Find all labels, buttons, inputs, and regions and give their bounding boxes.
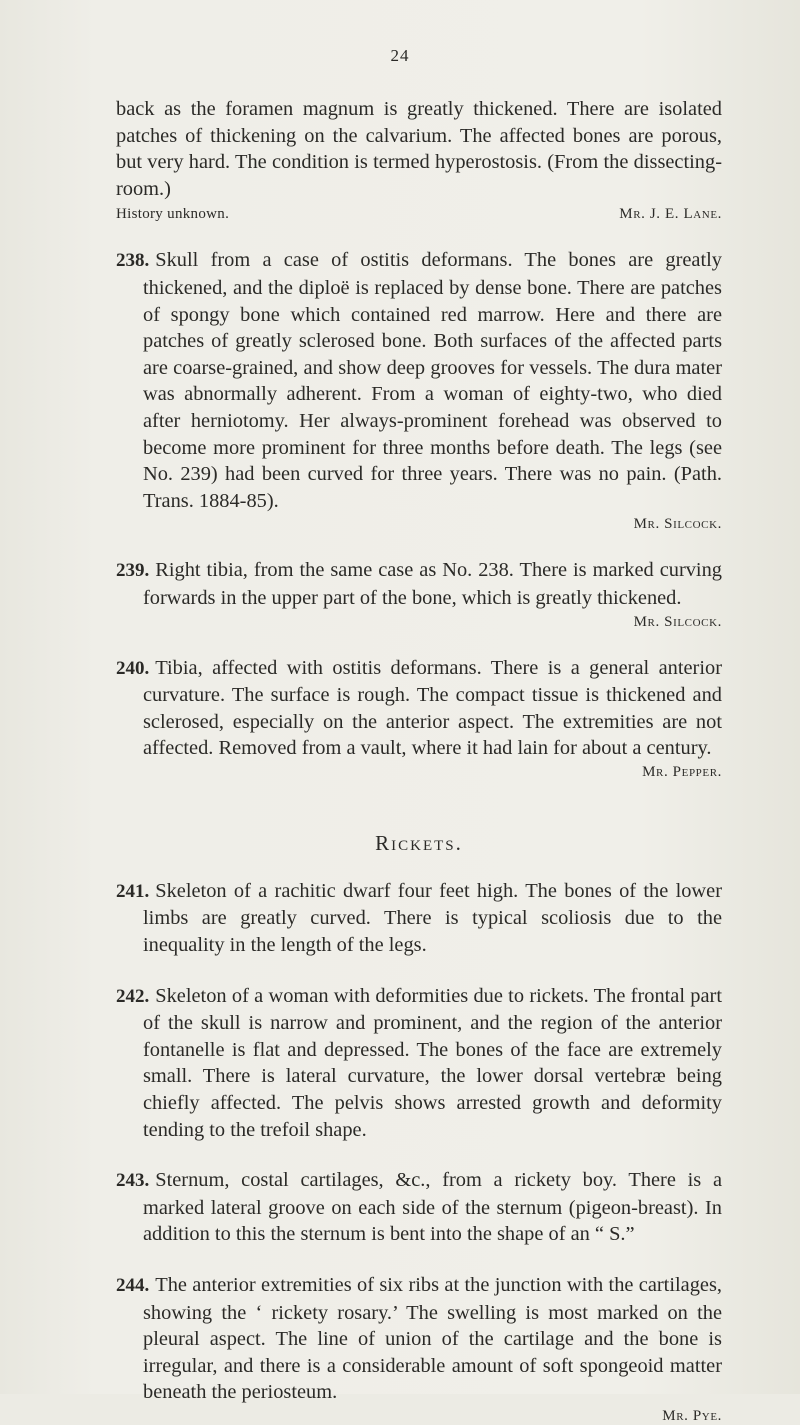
entry-number: 240. [116,657,150,679]
entry-text: Skeleton of a woman with deformities due to rickets. The frontal part of the skull is narrow and prominent, and the region of the anterior fontanelle is flat and depressed. The bones of the face are extremely small. There is lateral curvature, the lower dorsal vertebræ being chiefly affected. The pelvis shows arrested growth and deformity tending to the trefoil shape. [143,984,722,1141]
entry-text: Sternum, costal cartilages, &c., from a rickety boy. There is a marked lateral groove on each side of the sternum (pigeon-breast). In addition to this the sternum is bent into the shape of an “ S.” [143,1169,722,1246]
entry-signature: Mr. Pye. [662,1407,722,1424]
catalogue-entry [116,1167,722,1248]
entry-paragraph [116,983,722,1144]
entry-paragraph [116,1272,722,1406]
entry-signature: Mr. Silcock. [633,516,722,533]
entries-ostitis [116,247,722,781]
entry-number: 244. [116,1275,150,1296]
entry-paragraph [116,878,722,959]
entry-number: 238. [116,250,150,272]
catalogue-entry [116,247,722,533]
entry-number: 242. [116,985,150,1007]
entry-number: 241. [116,880,150,902]
entry-number: 239. [116,560,150,582]
body-text [116,96,722,1425]
catalogue-entry [116,1272,722,1425]
entry-paragraph [116,1167,722,1248]
intro-signature: Mr. J. E. Lane. [619,206,722,223]
entry-text: Skeleton of a rachitic dwarf four feet high. The bones of the lower limbs are greatly curved. There is typical scoliosis due to the inequality in the length of the legs. [143,879,722,957]
catalogue-entry [116,983,722,1144]
intro-footer [116,206,722,223]
catalogue-entry [116,878,722,959]
entry-number: 243. [116,1170,150,1192]
catalogue-entry [116,557,722,630]
page-number: 24 [390,46,410,65]
entry-text: Skull from a case of ostitis deformans. The bones are greatly thickened, and the diploë is replaced by dense bone. There are patches of spongy bone which contained red marrow. Here and there are patches of greatly sclerosed bone. Both surfaces of the affected parts are coarse-grained, and show deep grooves for vessels. The dura mater was abnormally adherent. From a woman of eighty-two, who died after herniotomy. Her always-prominent forehead was observed to become more prominent for three months before death. The legs (see No. 239) had been curved for three years. There was no pain. (Path. Trans. 1884-85). [143,249,722,512]
entry-paragraph [116,247,722,514]
entry-paragraph [116,557,722,611]
entry-signature: Mr. Pepper. [642,763,722,780]
catalogue-entry [116,655,722,781]
entry-text: Tibia, affected with ostitis deformans. There is a general anterior curvature. The surface is rough. The compact tissue is thickened and sclerosed, especially on the anterior aspect. The extremities are not affected. Removed from a vault, where it had lain for about a century. [143,656,722,760]
entry-paragraph [116,655,722,762]
entry-text: The anterior extremities of six ribs at the junction with the cartilages, showing the ‘ rickety rosary.’ The swelling is most marked on the pleural aspect. The line of union of the cartilage and the bone is irregular, and there is a considerable amount of soft spongeoid matter beneath the periosteum. [143,1274,722,1404]
intro-history: History unknown. [116,206,230,223]
section-title-rickets: Rickets. [375,830,463,855]
entry-text: Right tibia, from the same case as No. 238. There is marked curving forwards in the upper part of the bone, which is greatly thickened. [143,559,722,609]
intro-paragraph: back as the foramen magnum is greatly thickened. There are isolated patches of thickening on the calvarium. The affected bones are porous, but very hard. The condition is termed hyperostosis. (From the dissecting-room.) [116,98,722,200]
entry-signature: Mr. Silcock. [633,613,722,630]
entries-rickets [116,878,722,1425]
